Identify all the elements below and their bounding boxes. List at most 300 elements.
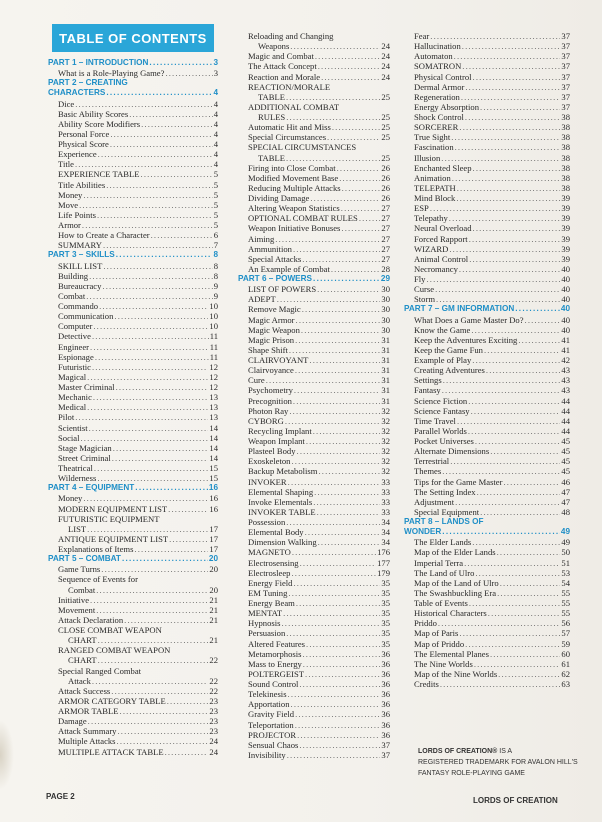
toc-leader-dots	[300, 558, 377, 568]
toc-page-number: 47	[561, 486, 570, 497]
toc-leader-dots	[281, 618, 380, 628]
toc-page-number: 31	[381, 355, 390, 365]
toc-entry-title: Attack Success	[58, 685, 111, 696]
toc-entry-title: Dice	[58, 98, 75, 109]
toc-page-number: 17	[209, 533, 218, 544]
toc-page-number: 36	[381, 729, 390, 740]
toc-leader-dots	[129, 109, 213, 119]
toc-entry-title: Attack Declaration	[58, 614, 124, 625]
toc-page-number: 54	[561, 577, 570, 588]
toc-page-number: 5	[213, 169, 218, 180]
toc-leader-dots	[451, 132, 560, 142]
toc-page-number: 25	[381, 122, 390, 133]
toc-page-number: 27	[381, 243, 390, 254]
toc-page-number: 24	[209, 736, 218, 747]
toc-leader-dots	[342, 183, 381, 193]
toc-page-number: 37	[561, 71, 570, 82]
toc-entry	[238, 304, 390, 314]
toc-leader-dots	[285, 416, 381, 426]
toc-entry-title: RANGED COMBAT WEAPON	[58, 645, 171, 656]
toc-entry-title: Electrosensing	[248, 557, 299, 568]
toc-leader-dots	[471, 325, 560, 335]
toc-entry-title: Persuasion	[248, 628, 286, 639]
toc-page-number: 33	[381, 476, 390, 487]
toc-page-number: 26	[381, 182, 390, 193]
toc-leader-dots	[89, 423, 209, 433]
toc-page-number: 3	[213, 58, 218, 67]
toc-page-number: 176	[377, 547, 390, 558]
toc-entry-title: Reloading and Changing	[248, 31, 334, 41]
toc-entry	[238, 183, 390, 193]
toc-entry-title: LIST OF POWERS	[248, 284, 317, 295]
toc-leader-dots	[103, 261, 212, 271]
toc-entry	[404, 213, 570, 223]
toc-entry-title: RULES	[258, 112, 286, 122]
toc-leader-dots	[484, 345, 560, 355]
toc-leader-dots	[86, 291, 212, 301]
toc-entry-title: Psychometry	[248, 385, 293, 396]
toc-entry-title: Theatrical	[58, 463, 93, 473]
toc-entry	[404, 659, 570, 669]
toc-page-number: 43	[561, 375, 570, 386]
toc-leader-dots	[455, 497, 560, 507]
toc-entry	[238, 659, 390, 669]
toc-entry-title: Plasteel Body	[248, 446, 296, 457]
toc-leader-dots	[472, 355, 560, 365]
toc-entry	[404, 497, 570, 507]
toc-leader-dots	[289, 406, 380, 416]
toc-page-number: 4	[213, 139, 218, 149]
toc-entry-title: LIST	[68, 523, 87, 534]
toc-page-number: 25	[381, 132, 390, 143]
toc-entry-title: Curse	[414, 284, 435, 295]
toc-leader-dots	[331, 264, 381, 274]
toc-page-number: 27	[381, 203, 390, 214]
toc-entry	[404, 588, 570, 598]
toc-page-number: 44	[561, 395, 570, 406]
toc-entry	[238, 82, 390, 92]
toc-page-number: 37	[561, 41, 570, 52]
toc-entry-title: Weapon Initiative Bonuses	[248, 223, 341, 234]
toc-page-number: 51	[561, 557, 570, 568]
toc-page-number: 63	[561, 679, 570, 689]
toc-leader-dots	[525, 315, 561, 325]
toc-leader-dots	[456, 193, 560, 203]
toc-entry	[48, 736, 218, 746]
toc-page-number: 21	[209, 594, 218, 605]
toc-page-number: 39	[561, 203, 570, 214]
toc-page-number: 22	[209, 675, 218, 686]
toc-page-number: 33	[381, 496, 390, 507]
toc-page-number: 24	[381, 61, 390, 72]
toc-page-number: 30	[381, 304, 390, 315]
toc-leader-dots	[321, 72, 380, 82]
toc-page-number: 10	[209, 301, 218, 311]
toc-entry	[238, 598, 390, 608]
toc-leader-dots	[112, 453, 209, 463]
toc-page-number: 35	[381, 587, 390, 598]
toc-page-number: 24	[381, 51, 390, 62]
toc-entry-title: Possession	[248, 517, 286, 527]
toc-leader-dots	[295, 335, 380, 345]
toc-entry-title: Map of the Nine Worlds	[414, 668, 498, 679]
toc-entry-title: Shape Shift	[248, 344, 288, 355]
toc-leader-dots	[297, 730, 380, 740]
toc-entry-title: POLTERGEIST	[248, 668, 305, 679]
toc-entry-title: Fly	[414, 274, 426, 284]
toc-entry	[48, 412, 218, 422]
toc-leader-dots	[295, 720, 381, 730]
toc-leader-dots	[110, 129, 212, 139]
toc-entry-title: The Elemental Planes	[414, 648, 489, 659]
toc-page-number: 5	[213, 189, 218, 200]
toc-page-number: 49	[560, 527, 570, 537]
toc-page-number: 26	[381, 162, 390, 173]
toc-page-number: 6	[213, 230, 218, 241]
toc-leader-dots	[134, 544, 208, 554]
toc-leader-dots	[462, 41, 561, 51]
toc-leader-dots	[341, 223, 380, 233]
toc-entry	[238, 537, 390, 547]
trademark-line1: IS A	[497, 748, 513, 755]
toc-leader-dots	[438, 618, 560, 628]
toc-leader-dots	[75, 412, 208, 422]
toc-entry-title: Adjustment	[414, 496, 455, 507]
toc-leader-dots	[337, 163, 381, 173]
toc-entry-title: MAGNETO	[248, 547, 291, 558]
toc-entry-title: Sequence of Events for	[58, 574, 138, 585]
toc-entry-title: Special Ranged Combat	[58, 665, 142, 676]
toc-page-number: 8	[213, 250, 218, 260]
toc-entry-title: CLOSE COMBAT WEAPON	[58, 625, 162, 635]
toc-leader-dots	[151, 230, 213, 240]
toc-entry-title: EXPERIENCE TABLE	[58, 169, 140, 180]
toc-entry-title: Gravity Field	[248, 709, 295, 720]
toc-entry-title: Creating Adventures	[414, 365, 485, 376]
toc-entry-title: Exoskeleton	[248, 456, 291, 467]
toc-entry	[238, 426, 390, 436]
toc-entry	[404, 649, 570, 659]
toc-entry-title: Backup Metabolism	[248, 466, 318, 477]
toc-entry	[404, 385, 570, 395]
toc-leader-dots	[291, 456, 380, 466]
toc-entry	[238, 193, 390, 203]
toc-page-number: 36	[381, 668, 390, 679]
toc-page-number: 36	[381, 658, 390, 669]
toc-entry-title: Special Attacks	[248, 253, 302, 264]
toc-entry	[238, 365, 390, 375]
toc-leader-dots	[461, 92, 561, 102]
toc-entry	[238, 507, 390, 517]
toc-entry-title: Building	[58, 270, 89, 281]
toc-entry	[48, 524, 218, 534]
toc-page-number: 32	[381, 415, 390, 426]
toc-page-number: 22	[209, 685, 218, 696]
toc-leader-dots	[291, 568, 376, 578]
toc-page-number: 17	[209, 544, 218, 554]
toc-entry-title: Special Circumstances	[248, 132, 327, 143]
toc-entry-title: Mass to Energy	[248, 658, 302, 669]
toc-leader-dots	[515, 304, 560, 314]
toc-entry-title: CHART	[68, 635, 97, 646]
toc-leader-dots	[98, 655, 209, 665]
toc-entry-title: The Setting Index	[414, 486, 476, 497]
toc-entry	[48, 180, 218, 190]
toc-entry	[48, 453, 218, 463]
toc-page-number: 57	[561, 628, 570, 639]
toc-leader-dots	[97, 210, 213, 220]
toc-leader-dots	[299, 679, 380, 689]
toc-entry	[238, 466, 390, 476]
toc-entry-title: WIZARD	[414, 243, 449, 254]
toc-leader-dots	[455, 142, 561, 152]
toc-entry-title: Life Points	[58, 209, 96, 220]
toc-entry-title: Wilderness	[58, 473, 97, 484]
toc-entry-title: Altering Weapon Statistics	[248, 203, 340, 214]
toc-page-number: 10	[209, 311, 218, 322]
toc-page-number: 4	[213, 128, 218, 139]
toc-leader-dots	[283, 608, 380, 618]
toc-entry-title: Weapons	[258, 41, 290, 52]
toc-entry-title: Move	[58, 199, 79, 210]
toc-entry	[404, 628, 570, 638]
toc-page-number: 37	[561, 91, 570, 102]
toc-entry-title: Necromancy	[414, 263, 458, 274]
toc-entry-title: Table of Events	[414, 598, 468, 608]
toc-entry-title: Sound Control	[248, 679, 299, 689]
toc-page-number: 40	[561, 294, 570, 305]
toc-leader-dots	[89, 271, 213, 281]
toc-entry-title: Shock Control	[414, 112, 464, 122]
toc-entry	[48, 342, 218, 352]
toc-page-number: 38	[561, 182, 570, 193]
toc-entry	[404, 173, 570, 183]
toc-leader-dots	[462, 61, 560, 71]
toc-entry	[238, 608, 390, 618]
toc-leader-dots	[101, 564, 208, 574]
toc-leader-dots	[306, 436, 381, 446]
toc-entry	[48, 666, 218, 676]
toc-leader-dots	[457, 416, 560, 426]
toc-entry	[238, 618, 390, 628]
toc-page-number: 11	[209, 341, 218, 352]
toc-entry	[238, 649, 390, 659]
toc-entry	[48, 139, 218, 149]
toc-entry	[238, 264, 390, 274]
toc-entry-title: Invoke Elementals	[248, 496, 313, 507]
toc-entry-title: Social	[58, 432, 80, 443]
toc-entry	[238, 639, 390, 649]
toc-entry	[238, 689, 390, 699]
toc-leader-dots	[317, 507, 381, 517]
toc-entry	[48, 129, 218, 139]
toc-entry	[238, 568, 390, 578]
toc-leader-dots	[141, 169, 213, 179]
toc-entry-title: Money	[58, 493, 83, 504]
toc-entry	[48, 362, 218, 372]
toc-leader-dots	[87, 372, 208, 382]
toc-entry	[48, 716, 218, 726]
toc-leader-dots	[341, 203, 381, 213]
toc-entry-title: EM Tuning	[248, 587, 288, 598]
toc-entry-title: Espionage	[58, 351, 94, 362]
toc-entry-title: Special Equipment	[414, 506, 480, 517]
toc-entry-title: Apportation	[248, 699, 290, 710]
toc-entry	[238, 750, 390, 760]
toc-leader-dots	[96, 605, 208, 615]
toc-entry	[48, 534, 218, 544]
toc-entry-title: Telekinesis	[248, 689, 287, 700]
toc-page-number: 5	[213, 179, 218, 190]
book-title-footer: LORDS OF CREATION	[473, 796, 558, 805]
toc-leader-dots	[117, 736, 209, 746]
toc-page-number: 34	[381, 537, 390, 548]
toc-page-number: 36	[381, 699, 390, 710]
toc-page-number: 48	[561, 506, 570, 517]
toc-entry-title: OPTIONAL COMBAT RULES	[248, 213, 358, 224]
toc-leader-dots	[98, 635, 209, 645]
toc-entry	[238, 223, 390, 233]
toc-page-number: 31	[381, 385, 390, 396]
toc-entry	[404, 598, 570, 608]
toc-leader-dots	[82, 220, 213, 230]
toc-entry	[238, 477, 390, 487]
toc-entry	[238, 203, 390, 213]
toc-part-heading	[48, 78, 218, 88]
toc-entry-title: Forced Rapport	[414, 233, 468, 244]
toc-entry-title: Neural Overload	[414, 223, 472, 234]
toc-entry	[404, 456, 570, 466]
toc-page-number: 49	[561, 537, 570, 548]
toc-leader-dots	[486, 365, 561, 375]
toc-leader-dots	[75, 159, 213, 169]
toc-entry	[238, 153, 390, 163]
toc-entry	[404, 608, 570, 618]
toc-leader-dots	[442, 527, 560, 537]
toc-page-number: 37	[561, 51, 570, 62]
toc-leader-dots	[442, 466, 560, 476]
toc-page-number: 23	[209, 716, 218, 727]
toc-entry	[404, 234, 570, 244]
toc-entry-title: Communication	[58, 311, 114, 322]
toc-page-number: 23	[209, 706, 218, 716]
toc-leader-dots	[299, 740, 380, 750]
toc-entry-title: TELEPATH	[414, 182, 456, 193]
toc-entry	[404, 375, 570, 385]
toc-page-number: 5	[213, 209, 218, 220]
toc-leader-dots	[293, 578, 380, 588]
toc-entry-title: Recycling Implant	[248, 425, 312, 436]
toc-entry	[404, 436, 570, 446]
toc-leader-dots	[277, 294, 381, 304]
toc-entry	[238, 315, 390, 325]
toc-leader-dots	[293, 396, 380, 406]
toc-entry	[404, 122, 570, 132]
toc-entry-title: PART 4 – EQUIPMENT	[48, 483, 135, 493]
toc-entry-title: PART 1 – INTRODUCTION	[48, 58, 149, 67]
toc-entry	[48, 261, 218, 271]
toc-page-number: 14	[209, 442, 218, 453]
toc-entry-title: SKILL LIST	[58, 260, 103, 271]
toc-entry-title: Weapon Implant	[248, 436, 305, 446]
toc-page-number: 16	[208, 483, 218, 493]
toc-page-number: 36	[381, 719, 390, 730]
toc-entry-title: Futuristic	[58, 361, 91, 372]
toc-page-number: 10	[209, 321, 218, 332]
trademark-name: LORDS OF CREATION®	[418, 748, 498, 755]
toc-page-number: 38	[561, 112, 570, 122]
toc-leader-dots	[275, 234, 380, 244]
toc-leader-dots	[286, 92, 380, 102]
toc-leader-dots	[110, 139, 213, 149]
toc-entry-title: Science Fantasy	[414, 405, 470, 416]
toc-leader-dots	[103, 240, 213, 250]
toc-page-number: 35	[381, 598, 390, 608]
toc-entry-title: The Attack Concept	[248, 61, 317, 72]
toc-page-number: 55	[561, 608, 570, 619]
toc-page-number: 40	[561, 284, 570, 295]
toc-page-number: 40	[561, 274, 570, 284]
toc-entry-title: MODERN EQUIPMENT LIST	[58, 503, 168, 514]
toc-entry-title: Photon Ray	[248, 405, 289, 416]
toc-entry	[404, 41, 570, 51]
toc-entry-title: Regeneration	[414, 91, 460, 102]
toc-page-number: 35	[381, 577, 390, 588]
toc-leader-dots	[518, 335, 560, 345]
toc-entry	[238, 446, 390, 456]
toc-entry	[404, 31, 570, 41]
toc-leader-dots	[313, 274, 380, 284]
toc-page-number: 21	[209, 635, 218, 646]
toc-entry	[238, 497, 390, 507]
toc-leader-dots	[93, 392, 209, 402]
toc-entry	[238, 517, 390, 527]
toc-entry-title: ADDITIONAL COMBAT	[248, 101, 340, 112]
toc-leader-dots	[95, 352, 209, 362]
toc-entry-title: Personal Force	[58, 128, 110, 139]
toc-page-number: 38	[561, 142, 570, 153]
toc-page-number: 32	[381, 446, 390, 457]
toc-entry	[48, 392, 218, 402]
toc-entry	[238, 730, 390, 740]
toc-entry-title: Attack	[68, 675, 91, 686]
toc-leader-dots	[97, 473, 208, 483]
toc-entry	[238, 335, 390, 345]
toc-leader-dots	[477, 487, 561, 497]
toc-page-number: 40	[561, 314, 570, 325]
toc-entry	[404, 477, 570, 487]
toc-leader-dots	[98, 149, 213, 159]
toc-entry	[404, 102, 570, 112]
toc-page-number: 55	[561, 587, 570, 598]
toc-page-number: 13	[209, 412, 218, 423]
toc-entry	[48, 625, 218, 635]
toc-entry	[238, 720, 390, 730]
toc-page-number: 17	[209, 523, 218, 534]
toc-entry	[404, 193, 570, 203]
toc-page-number: 45	[561, 466, 570, 477]
toc-page-number: 39	[561, 193, 570, 203]
toc-leader-dots	[469, 598, 561, 608]
toc-entry-title: CYBORG	[248, 415, 284, 426]
toc-leader-dots	[295, 709, 380, 719]
toc-entry	[48, 726, 218, 736]
trademark-line3: FANTASY ROLE-PLAYING GAME	[418, 770, 525, 777]
toc-entry	[238, 355, 390, 365]
toc-page-number: 4	[213, 118, 218, 129]
toc-entry-title: Modified Movement Base	[248, 172, 339, 183]
toc-leader-dots	[102, 281, 212, 291]
